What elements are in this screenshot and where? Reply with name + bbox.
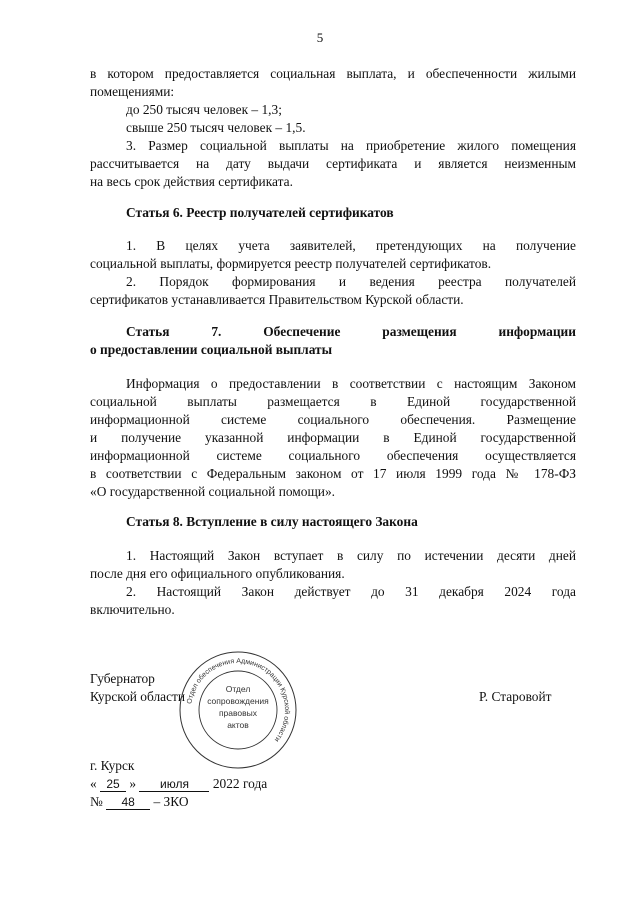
text-line: рассчитывается на дату выдачи сертификата и является неизменным [90,156,576,171]
article-8-heading: Статья 8. Вступление в силу настоящего Закона [126,514,418,529]
article-8-body [90,547,576,619]
text-line: Информация о предоставлении в соответствии с настоящим Законом [126,376,576,391]
article-7-heading [90,323,576,359]
stamp-ring-text: Отдел обеспечения Администрации Курской области [186,657,291,743]
date-month: июля [139,777,209,792]
text-line: в котором предоставляется социальная выплата, и обеспеченности жилыми [90,66,576,81]
date-day: 25 [100,777,126,792]
signatory-title [90,670,185,706]
heading-line: о предоставлении социальной выплаты [90,342,333,357]
text-line: информационной системе социального обеспечения. Размещение [90,412,576,427]
signatory-name: Р. Старовойт [479,689,552,704]
text-line: после дня его официального опубликования. [90,566,345,581]
intro-paragraph [90,65,576,191]
number-label: № [90,794,103,809]
heading-line: Статья 7. Обеспечение размещения информации [126,324,576,339]
date-open-quote: « [90,776,97,791]
stamp-center-line: сопровождения [207,696,269,706]
text-line: 2. Настоящий Закон действует до 31 декабря 2024 года [126,584,576,599]
official-stamp [176,648,300,772]
list-item: свыше 250 тысяч человек – 1,5. [126,120,306,135]
signatory-title-line: Курской области [90,689,186,704]
text-line: социальной выплаты размещается в Единой государственной [90,394,576,409]
text-line: «О государственной социальной помощи». [90,484,335,499]
text-line: и получение указанной информации в Единой государственной [90,430,576,445]
text-line: включительно. [90,602,175,617]
text-line: социальной выплаты, формируется реестр получателей сертификатов. [90,256,492,271]
text-line: информационной системе социального обеспечения осуществляется [90,448,576,463]
article-7-body [90,375,576,501]
stamp-center-line: правовых [218,708,258,718]
article-6-heading: Статья 6. Реестр получателей сертификатов [126,205,394,220]
stamp-center-line: Отдел [225,684,251,694]
city-line: г. Курск [90,758,135,773]
text-line: 3. Размер социальной выплаты на приобретение жилого помещения [126,138,576,153]
text-line: 1. В целях учета заявителей, претендующих на получение [126,238,576,253]
text-line: 2. Порядок формирования и ведения реестра получателей [126,274,576,289]
text-line: 1. Настоящий Закон вступает в силу по истечении десяти дней [126,548,576,563]
page-number: 5 [316,30,324,45]
text-line: на весь срок действия сертификата. [90,174,293,189]
law-number-line [90,793,189,811]
article-6-body [90,237,576,309]
date-line [90,775,267,793]
text-line: помещениями: [90,84,175,99]
signatory-title-line: Губернатор [90,671,155,686]
stamp-center-line: актов [227,720,249,730]
date-close-quote: » [129,776,137,791]
text-line: сертификатов устанавливается Правительством Курской области. [90,292,464,307]
number-suffix: – ЗКО [153,794,189,809]
law-number: 48 [106,795,150,810]
text-line: в соответствии с Федеральным законом от 17 июля 1999 года № 178-ФЗ [90,466,576,481]
date-year: 2022 года [212,776,268,791]
list-item: до 250 тысяч человек – 1,3; [126,102,282,117]
